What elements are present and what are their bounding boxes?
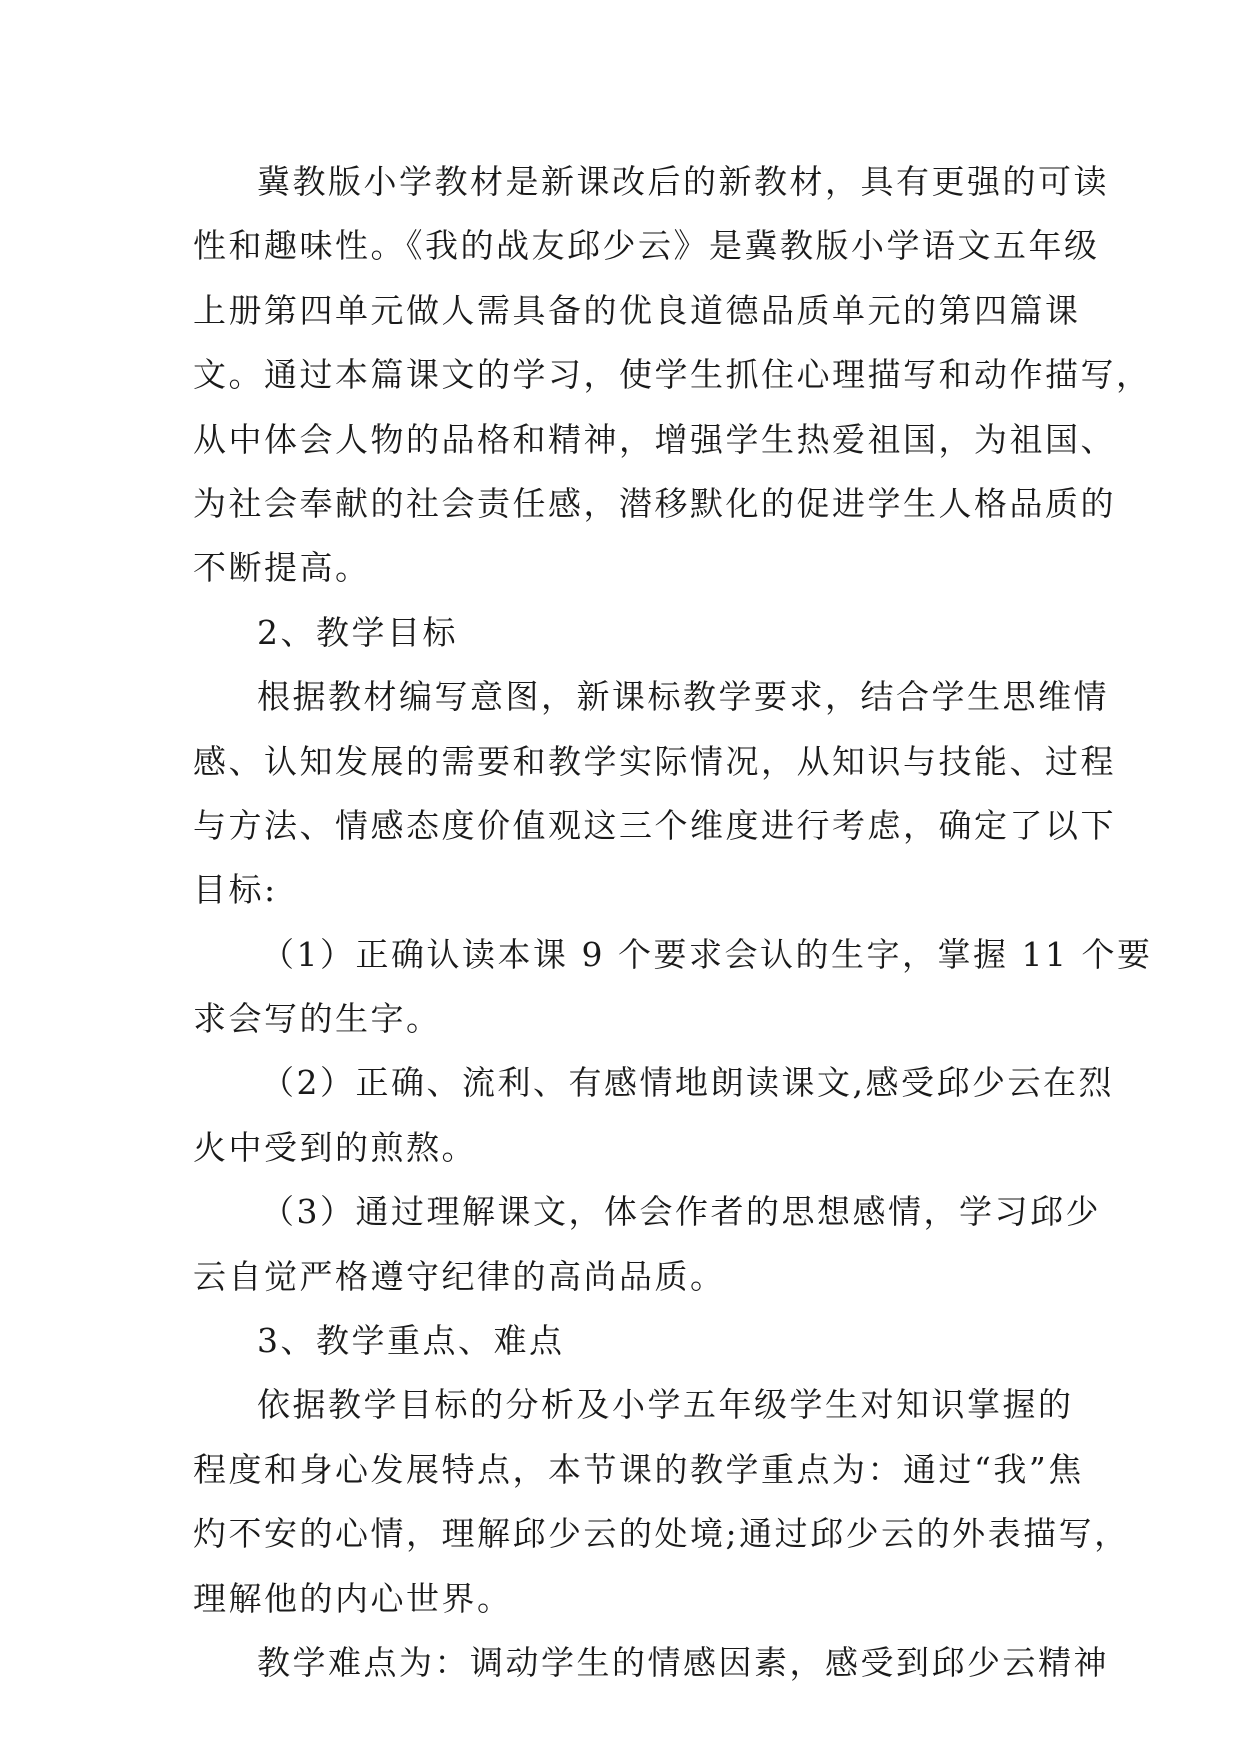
text-line: 与方法、情感态度价值观这三个维度进行考虑，确定了以下 — [193, 805, 1116, 845]
text-line: 性和趣味性。《我的战友邱少云》是冀教版小学语文五年级 — [193, 226, 1100, 266]
text-line: 感、认知发展的需要和教学实际情况，从知识与技能、过程 — [193, 741, 1116, 781]
text-line: 灼不安的心情，理解邱少云的处境;通过邱少云的外表描写， — [193, 1514, 1130, 1554]
goals-intro-paragraph — [193, 665, 1116, 923]
text-line: 程度和身心发展特点，本节课的教学重点为：通过“我”焦 — [193, 1449, 1084, 1489]
text-line: （3）通过理解课文，体会作者的思想感情，学习邱少 — [261, 1192, 1101, 1232]
difficulty-paragraph — [193, 1631, 1109, 1695]
section-heading-teaching-goals: 2、教学目标 — [257, 612, 458, 652]
text-line: 求会写的生字。 — [193, 999, 442, 1039]
key-points-paragraph — [193, 1373, 1130, 1631]
text-line: 上册第四单元做人需具备的优良道德品质单元的第四篇课 — [193, 290, 1081, 330]
goal-item-3 — [193, 1180, 1101, 1309]
goal-item-1 — [193, 923, 1153, 1052]
goal-item-2 — [193, 1051, 1114, 1180]
intro-paragraph — [193, 150, 1152, 601]
text-line: 火中受到的煎熬。 — [193, 1127, 477, 1167]
text-line: 目标: — [193, 870, 278, 910]
text-line: 不断提高。 — [193, 548, 371, 588]
text-line: 文。通过本篇课文的学习，使学生抓住心理描写和动作描写， — [193, 355, 1152, 395]
text-line: 冀教版小学教材是新课改后的新教材，具有更强的可读 — [257, 162, 1109, 201]
text-line: 从中体会人物的品格和精神，增强学生热爱祖国，为祖国、 — [193, 419, 1116, 459]
text-line: 为社会奉献的社会责任感，潜移默化的促进学生人格品质的 — [193, 483, 1116, 523]
document-page — [193, 150, 1153, 1695]
text-line: 根据教材编写意图，新课标教学要求，结合学生思维情 — [257, 677, 1109, 717]
section-heading-key-points: 3、教学重点、难点 — [257, 1321, 565, 1361]
text-line: （2）正确、流利、有感情地朗读课文,感受邱少云在烈 — [261, 1063, 1114, 1103]
text-line: 云自觉严格遵守纪律的高尚品质。 — [193, 1256, 726, 1296]
text-line: 理解他的内心世界。 — [193, 1578, 513, 1618]
text-line: （1）正确认读本课 9 个要求会认的生字，掌握 11 个要 — [261, 934, 1153, 974]
text-line: 依据教学目标的分析及小学五年级学生对知识掌握的 — [257, 1385, 1074, 1425]
text-line: 教学难点为：调动学生的情感因素，感受到邱少云精神 — [257, 1642, 1109, 1682]
